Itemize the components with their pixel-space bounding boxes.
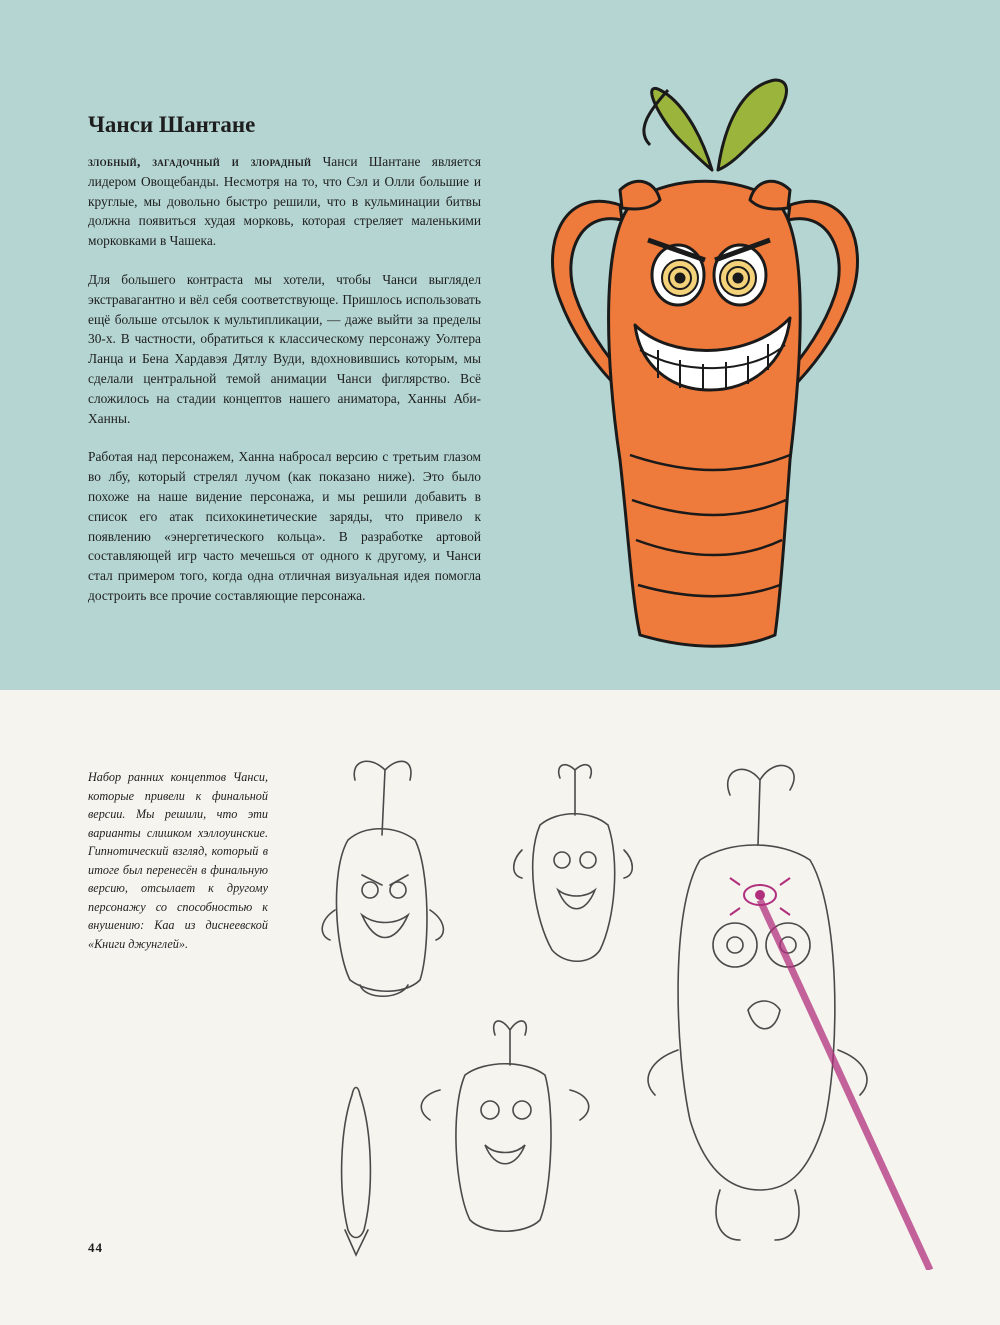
paragraph-1-text: Чанси Шантане является лидером Овощебанды. Несмотря на то, что Сэл и Олли большие и круглые, мы довольно быстро решили, что в кульминации битвы должна появиться худая морковь, которая стреляет маленькими морковками в Чашека. bbox=[88, 154, 481, 249]
article-body bbox=[88, 152, 481, 625]
page-number: 44 bbox=[88, 1240, 103, 1255]
third-eye-beam bbox=[730, 878, 930, 1270]
paragraph-2: Для большего контраста мы хотели, чтобы Чанси выглядел экстравагантно и вёл себя соответствующе. Пришлось использовать ещё больше отсылок к мультипликации, — даже выйти за пределы 30-х. В частности, обратиться к классическому персонажу Уолтера Ланца и Бена Хардавэя Дятлу Вуди, вдохновившись которым, мы сделали центральной темой анимации Чанси фиглярство. Всё сложилось на стадии концептов нашего аниматора, Ханны Аби-Ханны. bbox=[88, 271, 481, 426]
concept-sketches bbox=[290, 750, 1000, 1270]
sketch-carrot-small bbox=[342, 1088, 371, 1256]
sketch-carrot-2 bbox=[514, 765, 633, 962]
chancey-carrot-illustration bbox=[540, 60, 870, 660]
sketch-carrot-6 bbox=[421, 1021, 588, 1231]
lead-caps: злобный, загадочный и злорадный bbox=[88, 154, 312, 169]
page-title: Чанси Шантане bbox=[88, 112, 256, 137]
paragraph-3: Работая над персонажем, Ханна набросал версию с третьим глазом во лбу, который стрелял лучом (как показано ниже). Это было похоже на наше видение персонажа, и мы решили добавить в список его атак психокинетические заряды, что привело к появлению «энергетического кольца». В разработке артовой составляющей игр часто мечешься от одного к другому, и Чанси стал примером того, когда одна отличная визуальная идея помогла достроить все прочие составляющие персонажа. bbox=[88, 449, 481, 603]
paragraph-1 bbox=[88, 152, 481, 251]
sketch-carrot-1 bbox=[322, 761, 443, 996]
sketch-caption: Набор ранних концептов Чанси, которые привели к финальной версии. Мы решили, что эти варианты слишком хэллоуинские. Гипнотический взгляд, который в итоге был перенесён в финальную версию, отсылает к другому персонажу со способностью к внушению: Каа из диснеевской «Книги джунглей». bbox=[88, 770, 268, 951]
sketch-carrot-third-eye bbox=[648, 766, 867, 1240]
